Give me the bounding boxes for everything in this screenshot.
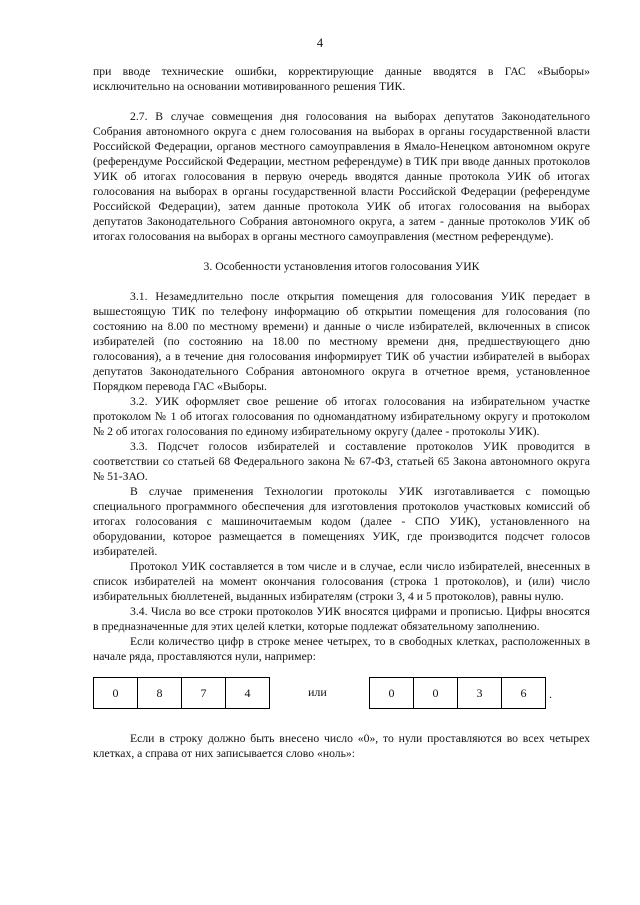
- paragraph-zero-case: Протокол УИК составляется в том числе и в случае, если число избирателей, внесенных в список избирателей на момент окончания голосования (строка 1 протоколов), и (или) число избирательных бюллетеней, выданных избирателям (строки 3, 4 и 5 протоколов), равны нулю.: [93, 560, 590, 603]
- or-label: или: [308, 685, 327, 699]
- digit-cell: 7: [181, 678, 225, 708]
- digit-cell: 8: [137, 678, 181, 708]
- paragraph-technology: В случае применения Технологии протоколы УИК изготавливается с помощью специального программного обеспечения для изготовления протоколов участковых комиссий об итогах голосования с машиночитаемым кодом (далее - СПО УИК), установленного на оборудовании, которое размещается в помещениях УИК, где производится подсчет голосов избирателей.: [93, 485, 590, 558]
- document-body: [93, 64, 590, 761]
- digit-box-second: [369, 677, 546, 709]
- digit-cell: 6: [501, 678, 545, 708]
- paragraph-3-3: 3.3. Подсчет голосов избирателей и составление протоколов УИК проводится в соответствии со статьей 68 Федерального закона № 67-ФЗ, статьей 65 Закона автономного округа № 51-ЗАО.: [93, 440, 590, 483]
- trailing-period: .: [549, 687, 552, 701]
- paragraph-fewer-digits: Если количество цифр в строке менее четырех, то в свободных клетках, расположенных в начале ряда, проставляются нули, например:: [93, 635, 590, 663]
- paragraph-2-7: 2.7. В случае совмещения дня голосования на выборах депутатов Законодательного Собрания автономного округа с днем голосования на выборах в органы государственной власти Российской Федерации, органов местного самоуправления в Ямало-Ненецком автономном округе (референдуме Российской Федерации, местном референдуме) в ТИК при вводе данных протоколов УИК об итогах голосования в первую очередь вводятся данные протокола УИК об итогах голосования на выборах в органы государственной власти Российской Федерации (референдуме Российской Федерации), затем данные протокола УИК об итогах голосования на выборах депутатов Законодательного Собрания автономного округа, а затем - данные протоколов УИК об итогах голосования на выборах в органы местного самоуправления (местном референдуме).: [93, 110, 590, 243]
- digit-example: [93, 677, 590, 711]
- digit-cell: 3: [457, 678, 501, 708]
- paragraph-final: Если в строку должно быть внесено число «0», то нули проставляются во всех четырех клетках, а справа от них записывается слово «ноль»:: [93, 732, 590, 760]
- digit-cell: 0: [413, 678, 457, 708]
- paragraph-3-1: 3.1. Незамедлительно после открытия помещения для голосования УИК передает в вышестоящую ТИК по телефону информацию об открытии помещения для голосования (по состоянию на 8.00 по местному времени) и данные о числе избирателей, включенных в список избирателей (по состоянию на 18.00 по местному времени дня, предшествующего дню голосования), а в течение дня голосования информирует ТИК об участии избирателей в выборах депутатов Законодательного Собрания автономного округа в отчетное время, установленное Порядком перевода ГАС «Выборы.: [93, 290, 590, 393]
- paragraph-3-4: 3.4. Числа во все строки протоколов УИК вносятся цифрами и прописью. Цифры вносятся в предназначенные для этих целей клетки, которые подлежат обязательному заполнению.: [93, 605, 590, 633]
- paragraph-intro: при вводе технические ошибки, корректирующие данные вводятся в ГАС «Выборы» исключительно на основании мотивированного решения ТИК.: [93, 65, 590, 93]
- digit-cell: 0: [388, 685, 395, 700]
- digit-cell: 4: [225, 678, 269, 708]
- page-number: 4: [316, 36, 324, 50]
- paragraph-3-2: 3.2. УИК оформляет свое решение об итогах голосования на избирательном участке протоколом № 1 об итогах голосования по одномандатному избирательному округу и протоколом № 2 об итогах голосования по единому избирательному округу (далее - протоколы УИК).: [93, 395, 590, 438]
- section-heading: 3. Особенности установления итогов голосования УИК: [203, 260, 480, 273]
- digit-cell: 0: [112, 685, 119, 700]
- digit-box-first: [93, 677, 270, 709]
